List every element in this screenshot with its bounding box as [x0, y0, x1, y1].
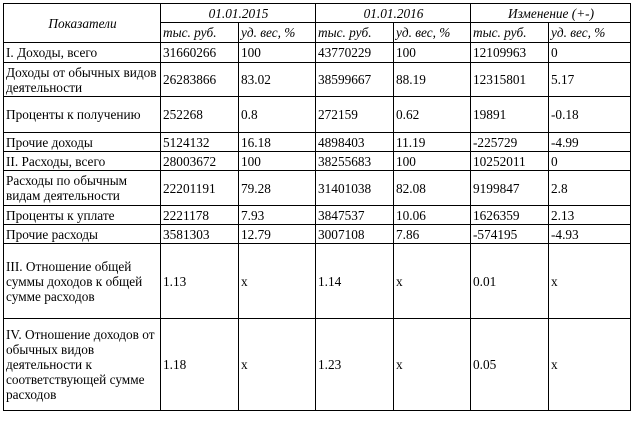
header-change: Изменение (+-)	[471, 4, 631, 23]
table-row	[4, 225, 631, 244]
cell: 100	[394, 43, 471, 63]
cell: 38599667	[316, 63, 394, 97]
row-label: IV. Отношение доходов от обычных видов деятельности к соответствующей сумме расходов	[4, 319, 161, 411]
cell: 0.01	[471, 244, 549, 319]
cell: 83.02	[239, 63, 316, 97]
cell: 3847537	[316, 206, 394, 225]
header-date-2016: 01.01.2016	[316, 4, 471, 23]
row-label: III. Отношение общей суммы доходов к общей сумме расходов	[4, 244, 161, 319]
cell: 100	[239, 43, 316, 63]
table-row	[4, 97, 631, 133]
cell: 5124132	[161, 133, 239, 152]
cell: 5.17	[549, 63, 631, 97]
cell: 4898403	[316, 133, 394, 152]
cell: x	[394, 244, 471, 319]
subheader-pct-2016: уд. вес, %	[394, 23, 471, 43]
cell: 10.06	[394, 206, 471, 225]
cell: -4.93	[549, 225, 631, 244]
cell: 100	[239, 152, 316, 171]
table-row	[4, 63, 631, 97]
cell: 0.05	[471, 319, 549, 411]
cell: 26283866	[161, 63, 239, 97]
cell: 88.19	[394, 63, 471, 97]
row-label: Прочие расходы	[4, 225, 161, 244]
subheader-rub-2016: тыс. руб.	[316, 23, 394, 43]
cell: 0	[549, 152, 631, 171]
cell: 19891	[471, 97, 549, 133]
cell: 2.8	[549, 171, 631, 206]
cell: 1626359	[471, 206, 549, 225]
cell: 3581303	[161, 225, 239, 244]
table-row	[4, 244, 631, 319]
cell: -225729	[471, 133, 549, 152]
subheader-pct-2015: уд. вес, %	[239, 23, 316, 43]
cell: x	[549, 244, 631, 319]
cell: 79.28	[239, 171, 316, 206]
table-row	[4, 206, 631, 225]
cell: -4.99	[549, 133, 631, 152]
cell: 12315801	[471, 63, 549, 97]
cell: 2221178	[161, 206, 239, 225]
row-label: Прочие доходы	[4, 133, 161, 152]
cell: 43770229	[316, 43, 394, 63]
income-expense-table	[3, 3, 631, 411]
cell: 272159	[316, 97, 394, 133]
cell: 1.14	[316, 244, 394, 319]
subheader-rub-change: тыс. руб.	[471, 23, 549, 43]
cell: 12109963	[471, 43, 549, 63]
header-indicators: Показатели	[4, 4, 161, 43]
cell: 7.86	[394, 225, 471, 244]
cell: -0.18	[549, 97, 631, 133]
cell: 2.13	[549, 206, 631, 225]
cell: 16.18	[239, 133, 316, 152]
header-date-2015: 01.01.2015	[161, 4, 316, 23]
table-row	[4, 171, 631, 206]
cell: 100	[394, 152, 471, 171]
subheader-rub-2015: тыс. руб.	[161, 23, 239, 43]
cell: 1.23	[316, 319, 394, 411]
cell: 12.79	[239, 225, 316, 244]
cell: 9199847	[471, 171, 549, 206]
row-label: Доходы от обычных видов деятельности	[4, 63, 161, 97]
row-label: Проценты к уплате	[4, 206, 161, 225]
row-label: I. Доходы, всего	[4, 43, 161, 63]
cell: 1.18	[161, 319, 239, 411]
cell: 0.8	[239, 97, 316, 133]
cell: 31401038	[316, 171, 394, 206]
cell: 31660266	[161, 43, 239, 63]
subheader-pct-change: уд. вес, %	[549, 23, 631, 43]
row-label: II. Расходы, всего	[4, 152, 161, 171]
cell: x	[239, 244, 316, 319]
cell: 0	[549, 43, 631, 63]
cell: 82.08	[394, 171, 471, 206]
row-label: Проценты к получению	[4, 97, 161, 133]
cell: 11.19	[394, 133, 471, 152]
cell: 0.62	[394, 97, 471, 133]
cell: -574195	[471, 225, 549, 244]
table-row	[4, 133, 631, 152]
row-label: Расходы по обычным видам деятельности	[4, 171, 161, 206]
cell: x	[549, 319, 631, 411]
cell: 10252011	[471, 152, 549, 171]
cell: 38255683	[316, 152, 394, 171]
cell: 28003672	[161, 152, 239, 171]
table-row	[4, 43, 631, 63]
table-row	[4, 319, 631, 411]
cell: x	[394, 319, 471, 411]
cell: x	[239, 319, 316, 411]
cell: 252268	[161, 97, 239, 133]
cell: 3007108	[316, 225, 394, 244]
cell: 1.13	[161, 244, 239, 319]
cell: 7.93	[239, 206, 316, 225]
table-row	[4, 152, 631, 171]
cell: 22201191	[161, 171, 239, 206]
